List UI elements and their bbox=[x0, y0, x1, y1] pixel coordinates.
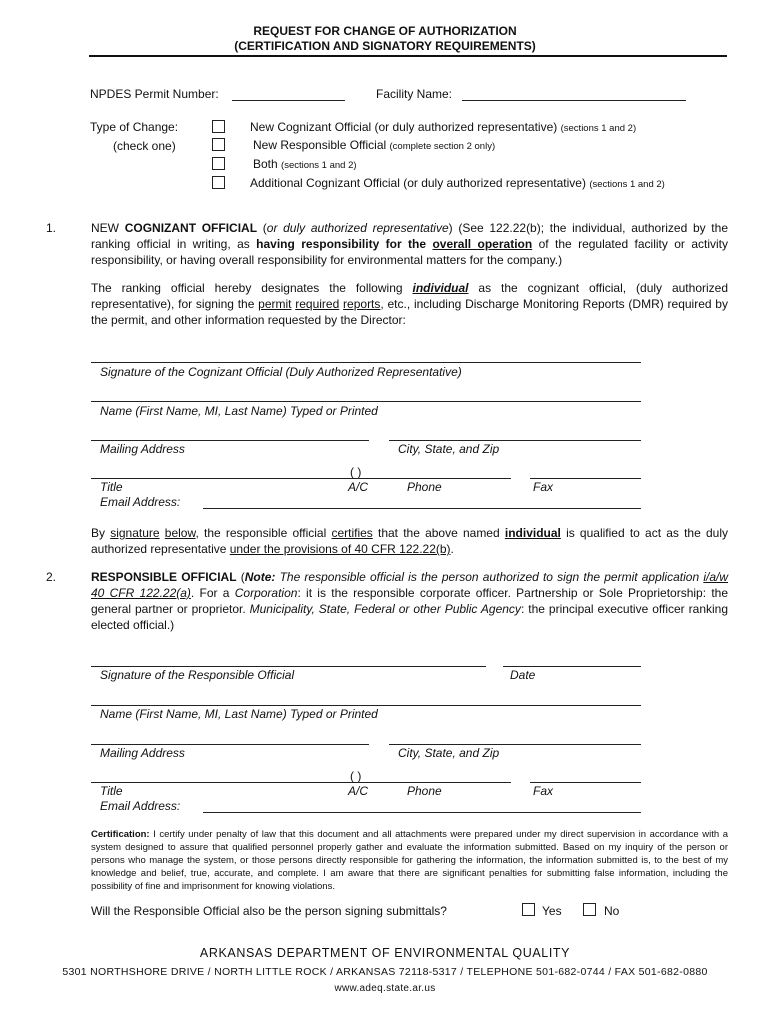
cognizant-name-line[interactable] bbox=[91, 401, 641, 402]
yes-checkbox[interactable] bbox=[522, 903, 535, 916]
responsible-signature-label: Signature of the Responsible Official bbox=[100, 668, 295, 682]
responsible-name-label: Name (First Name, MI, Last Name) Typed or Printed bbox=[100, 707, 378, 721]
footer-address: 5301 NORTHSHORE DRIVE / NORTH LITTLE ROCK / ARKANSAS 72118-5317 / TELEPHONE 501-682-0744 / FAX 501-682-0880 bbox=[62, 966, 708, 978]
cognizant-mailing-label: Mailing Address bbox=[100, 442, 185, 456]
responsible-area-code-paren: ( ) bbox=[350, 769, 362, 783]
responsible-date-label: Date bbox=[510, 668, 536, 682]
permit-number-field[interactable] bbox=[232, 100, 345, 101]
form-title: REQUEST FOR CHANGE OF AUTHORIZATION bbox=[253, 24, 517, 38]
section-1-designation: The ranking official hereby designates the following individual as the cognizant official, (duly authorized representative), for signing the permit required reports, etc., including Discharge Monitoring Reports (DMR) required by the permit, and other information requested by the Director: bbox=[91, 281, 728, 327]
option-new-cognizant: New Cognizant Official (or duly authorized representative) (sections 1 and 2) bbox=[250, 120, 637, 134]
option-new-responsible-checkbox[interactable] bbox=[212, 138, 225, 151]
cognizant-mailing-line[interactable] bbox=[91, 440, 369, 441]
cognizant-city-line[interactable] bbox=[389, 440, 641, 441]
cognizant-phone-label: Phone bbox=[407, 480, 442, 494]
option-new-responsible: New Responsible Official (complete section 2 only) bbox=[253, 138, 496, 152]
no-checkbox[interactable] bbox=[583, 903, 596, 916]
footer-agency: ARKANSAS DEPARTMENT OF ENVIRONMENTAL QUALITY bbox=[199, 946, 571, 960]
responsible-city-label: City, State, and Zip bbox=[398, 746, 500, 760]
responsible-phone-line[interactable] bbox=[345, 782, 511, 783]
cognizant-fax-label: Fax bbox=[533, 480, 554, 494]
section-2-number: 2. bbox=[46, 570, 57, 584]
option-both-checkbox[interactable] bbox=[212, 157, 225, 170]
responsible-signature-line[interactable] bbox=[91, 666, 486, 667]
footer-website[interactable]: www.adeq.state.ar.us bbox=[334, 983, 436, 994]
responsible-email-line[interactable] bbox=[203, 812, 641, 813]
responsible-title-line[interactable] bbox=[91, 782, 369, 783]
cognizant-name-label: Name (First Name, MI, Last Name) Typed or Printed bbox=[100, 404, 378, 418]
facility-name-field[interactable] bbox=[462, 100, 686, 101]
cognizant-email-label: Email Address: bbox=[100, 495, 181, 509]
cognizant-email-line[interactable] bbox=[203, 508, 641, 509]
section-1-intro: NEW COGNIZANT OFFICIAL (or duly authorized representative) (See 122.22(b); the individual, authorized by the ranking official in writing, as having responsibility for the overall operation of the regulated facility or activity responsibility, or having overall responsibility for environmental matters for the company.) bbox=[91, 221, 728, 267]
responsible-city-line[interactable] bbox=[389, 744, 641, 745]
type-of-change-label: Type of Change: bbox=[90, 120, 179, 134]
section-2-intro: RESPONSIBLE OFFICIAL (Note: The responsible official is the person authorized to sign the permit application i/a/w 40 CFR 122.22(a). For a Corporation: it is the responsible corporate officer. Partnership or Sole Proprietorship: the general partner or proprietor. Municipality, State, Federal or other Public Agency: the principal executive officer ranking elected official.) bbox=[91, 570, 729, 632]
responsible-name-line[interactable] bbox=[91, 705, 641, 706]
option-additional-cognizant: Additional Cognizant Official (or duly authorized representative) (sections 1 and 2) bbox=[250, 176, 665, 190]
option-additional-cognizant-checkbox[interactable] bbox=[212, 176, 225, 189]
signing-question: Will the Responsible Official also be the person signing submittals? bbox=[91, 904, 447, 918]
responsible-date-line[interactable] bbox=[503, 666, 641, 667]
responsible-mailing-label: Mailing Address bbox=[100, 746, 185, 760]
no-label: No bbox=[604, 904, 620, 918]
cognizant-signature-line[interactable] bbox=[91, 362, 641, 363]
cognizant-ac-label: A/C bbox=[348, 480, 369, 494]
cognizant-signature-label: Signature of the Cognizant Official (Duly Authorized Representative) bbox=[100, 365, 462, 379]
cognizant-fax-line[interactable] bbox=[530, 478, 641, 479]
cognizant-title-label: Title bbox=[100, 480, 123, 494]
responsible-ac-label: A/C bbox=[348, 784, 369, 798]
header-rule bbox=[89, 55, 727, 57]
responsible-title-label: Title bbox=[100, 784, 123, 798]
responsible-fax-label: Fax bbox=[533, 784, 554, 798]
cognizant-city-label: City, State, and Zip bbox=[398, 442, 500, 456]
yes-label: Yes bbox=[542, 904, 562, 918]
responsible-fax-line[interactable] bbox=[530, 782, 641, 783]
section-1-certifies: By signature below, the responsible official certifies that the above named individual is qualified to act as the duly authorized representative under the provisions of 40 CFR 122.22(b). bbox=[91, 526, 728, 556]
responsible-phone-label: Phone bbox=[407, 784, 442, 798]
certification-statement: Certification: I certify under penalty of law that this document and all attachments were prepared under my direct supervision in accordance with a system designed to assure that qualified personnel properly gather and evaluate the information submitted. Based on my inquiry of the person or persons who manage the system, or those persons directly responsible for gathering the information, the information submitted is, to the best of my knowledge and belief, true, accurate, and complete. I am aware that there are significant penalties for submitting false information, including the possibility of fine and imprisonment for knowing violations. bbox=[91, 829, 728, 892]
cognizant-title-line[interactable] bbox=[91, 478, 369, 479]
responsible-mailing-line[interactable] bbox=[91, 744, 369, 745]
cognizant-area-code-paren: ( ) bbox=[350, 465, 362, 479]
responsible-email-label: Email Address: bbox=[100, 799, 181, 813]
section-1-number: 1. bbox=[46, 221, 57, 235]
option-new-cognizant-checkbox[interactable] bbox=[212, 120, 225, 133]
facility-name-label: Facility Name: bbox=[376, 87, 453, 101]
cognizant-phone-line[interactable] bbox=[345, 478, 511, 479]
check-one-label: (check one) bbox=[113, 139, 176, 153]
permit-number-label: NPDES Permit Number: bbox=[90, 87, 219, 101]
option-both: Both (sections 1 and 2) bbox=[253, 157, 357, 171]
form-subtitle: (CERTIFICATION AND SIGNATORY REQUIREMENTS) bbox=[234, 39, 536, 53]
